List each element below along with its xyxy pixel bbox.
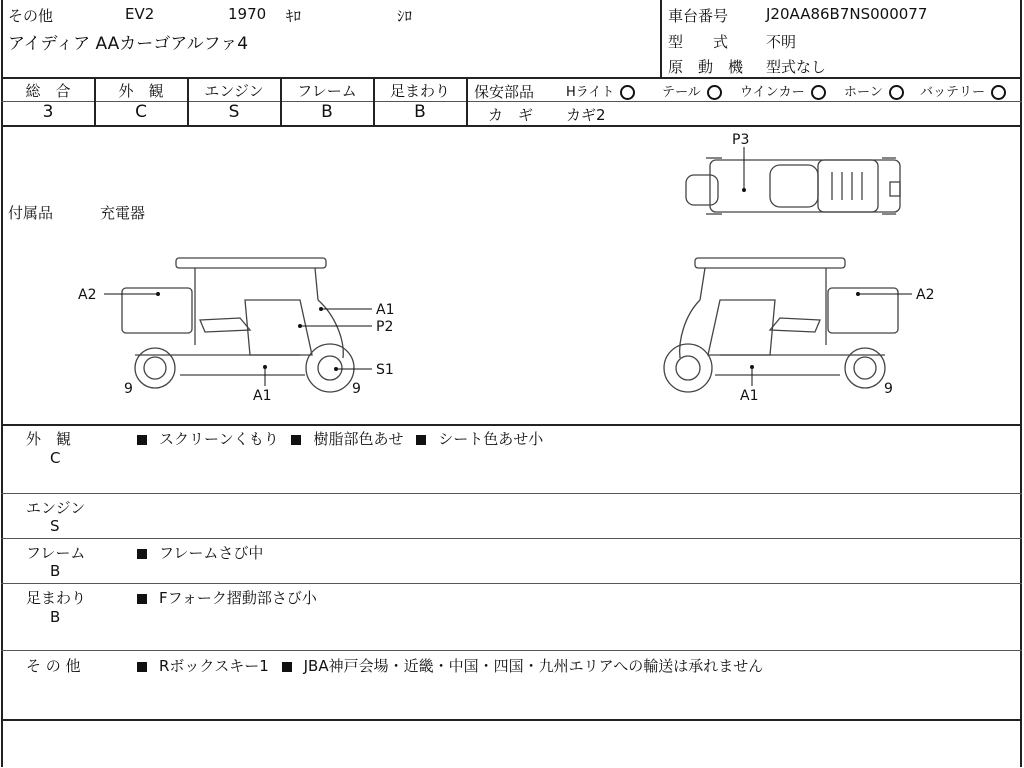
check-circle-icon — [889, 85, 904, 100]
marker-9-right: 9 — [884, 381, 893, 397]
section-items-exterior — [137, 428, 543, 449]
grade-value-exterior: C — [135, 102, 147, 122]
safety-label: 保安部品 — [474, 83, 535, 101]
vehicle-damage-diagram — [0, 126, 1022, 424]
section-items-frame — [137, 542, 263, 563]
marker-a1-right: A1 — [740, 388, 759, 404]
remark-item: スクリーンくもり — [159, 430, 279, 448]
right-side-view-drawing — [664, 258, 898, 392]
section-label-engine: エンジン — [26, 499, 86, 517]
bullet-square-icon — [137, 549, 147, 559]
distance-unit: ｷﾛ — [286, 7, 302, 25]
marker-9-left-rear: 9 — [352, 381, 361, 397]
remark-item: Fフォーク摺動部さび小 — [159, 589, 317, 607]
distance-value: 1970 — [228, 5, 267, 23]
section-items-suspension — [137, 587, 317, 608]
grade-col-sep — [466, 77, 468, 125]
safety-item-label: バッテリー — [920, 85, 986, 100]
section-divider — [1, 493, 1022, 494]
left-side-view-drawing — [122, 258, 354, 392]
section-label-other: そ の 他 — [26, 657, 81, 675]
marker-9-left-front: 9 — [124, 381, 133, 397]
grade-label-overall: 総 合 — [25, 82, 71, 100]
grade-table-top — [1, 77, 1022, 79]
color-value: ｼﾛ — [397, 7, 413, 25]
bullet-square-icon — [137, 662, 147, 672]
bullet-square-icon — [416, 435, 426, 445]
grade-label-exterior: 外 観 — [118, 82, 164, 100]
section-grade-frame: B — [50, 562, 61, 580]
section-divider — [1, 424, 1022, 426]
section-label-frame: フレーム — [26, 544, 86, 562]
safety-item-label: ホーン — [844, 85, 883, 100]
key-label: カ ギ — [488, 106, 534, 124]
grade-value-frame: B — [321, 102, 333, 122]
marker-s1: S1 — [376, 362, 394, 378]
section-grade-exterior: C — [50, 449, 61, 467]
check-circle-icon — [620, 85, 635, 100]
bullet-square-icon — [137, 435, 147, 445]
safety-item-horn — [844, 81, 904, 100]
marker-a2-left: A2 — [78, 287, 97, 303]
marker-a2-right: A2 — [916, 287, 935, 303]
remark-item: フレームさび中 — [159, 544, 264, 562]
type-label: 型 式 — [668, 33, 729, 51]
chassis-label: 車台番号 — [668, 7, 729, 25]
safety-item-tail — [662, 81, 722, 100]
grade-value-overall: 3 — [42, 102, 54, 122]
section-label-exterior: 外 観 — [26, 430, 72, 448]
accessories-label: 付属品 — [8, 204, 54, 222]
safety-item-label: Hライト — [566, 85, 615, 100]
safety-item-label: テール — [662, 85, 701, 100]
other-label: その他 — [8, 7, 54, 25]
grade-label-suspension: 足まわり — [389, 82, 450, 100]
remark-item: シート色あせ小 — [438, 430, 544, 448]
damage-markers — [156, 188, 860, 371]
section-label-suspension: 足まわり — [26, 589, 87, 607]
remark-item: JBA神戸会場・近畿・中国・四国・九州エリアへの輸送は承れません — [303, 657, 764, 675]
header-divider — [660, 0, 662, 77]
bullet-square-icon — [282, 662, 292, 672]
section-items-other — [137, 655, 763, 676]
section-divider — [1, 650, 1022, 651]
marker-p2: P2 — [376, 319, 394, 335]
accessories-value: 充電器 — [100, 204, 146, 222]
check-circle-icon — [707, 85, 722, 100]
remark-item: 樹脂部色あせ — [313, 430, 404, 448]
bullet-square-icon — [291, 435, 301, 445]
section-grade-engine: S — [50, 517, 60, 535]
section-grade-suspension: B — [50, 608, 61, 626]
key-value: カギ2 — [566, 106, 606, 124]
safety-item-label: ウインカー — [740, 85, 805, 100]
grade-label-engine: エンジン — [204, 82, 264, 100]
marker-a1-left-top: A1 — [376, 302, 395, 318]
safety-item-battery — [920, 81, 1006, 100]
engine-model-value: 型式なし — [766, 58, 827, 76]
chassis-value: J20AA86B7NS000077 — [766, 5, 928, 23]
top-view-drawing — [686, 158, 900, 214]
section-divider — [1, 719, 1022, 721]
type-value: 不明 — [766, 33, 797, 51]
marker-p3: P3 — [732, 132, 750, 148]
marker-a1-left-bottom: A1 — [253, 388, 272, 404]
section-divider — [1, 583, 1022, 584]
grade-value-suspension: B — [414, 102, 426, 122]
safety-mid — [468, 101, 1022, 102]
remark-item: Rボックスキー1 — [159, 657, 269, 675]
engine-model-label: 原 動 機 — [668, 58, 744, 76]
grade-value-engine: S — [228, 102, 240, 122]
leader-lines — [104, 147, 912, 386]
section-divider — [1, 538, 1022, 539]
model-code: EV2 — [125, 5, 155, 23]
check-circle-icon — [811, 85, 826, 100]
grade-label-frame: フレーム — [297, 82, 357, 100]
check-circle-icon — [991, 85, 1006, 100]
safety-item-winker — [740, 81, 826, 100]
bullet-square-icon — [137, 594, 147, 604]
vehicle-title: アイディア AAカーゴアルファ4 — [8, 34, 249, 54]
safety-item-headlight — [566, 81, 635, 100]
